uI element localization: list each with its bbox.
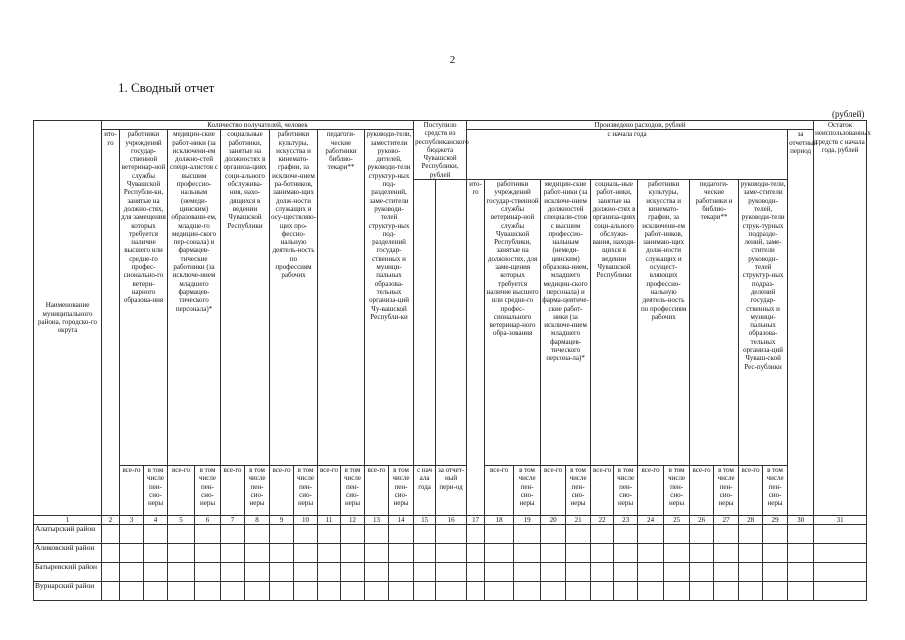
table-cell xyxy=(144,525,168,544)
table-cell xyxy=(763,525,788,544)
table-cell xyxy=(270,525,294,544)
units-label: (рублей) xyxy=(832,109,865,119)
table-cell xyxy=(102,544,120,563)
table-row xyxy=(34,544,867,563)
sub-all: все-го xyxy=(318,466,341,516)
table-cell xyxy=(168,525,195,544)
table-cell xyxy=(541,544,566,563)
table-cell xyxy=(467,544,485,563)
table-cell xyxy=(195,544,221,563)
sub-since-start: с нач ала года xyxy=(414,466,436,516)
table-cell xyxy=(614,582,638,601)
table-cell xyxy=(690,582,714,601)
table-cell xyxy=(341,525,365,544)
table-cell xyxy=(436,563,467,582)
table-cell xyxy=(414,563,436,582)
column-number: 8 xyxy=(245,516,270,525)
table-cell xyxy=(414,582,436,601)
header-e-teachers: педагоги-ческие работники и библио-текари** xyxy=(690,180,739,466)
header-for-period: за отчетный период xyxy=(788,130,814,516)
column-number: 18 xyxy=(485,516,514,525)
column-number: 4 xyxy=(144,516,168,525)
row-region-name: Алатырский район xyxy=(34,525,102,544)
table-cell xyxy=(541,525,566,544)
column-number: 28 xyxy=(739,516,763,525)
sub-all: все-го xyxy=(365,466,389,516)
table-cell xyxy=(763,563,788,582)
table-cell xyxy=(102,582,120,601)
table-cell xyxy=(365,544,389,563)
sub-pension: в том числе пен-сио-неры xyxy=(714,466,739,516)
column-number: 29 xyxy=(763,516,788,525)
table-cell xyxy=(414,525,436,544)
sub-pension: в том числе пен-сио-неры xyxy=(389,466,414,516)
sub-pension: в том числе пен-сио-неры xyxy=(144,466,168,516)
table-cell xyxy=(318,582,341,601)
table-cell xyxy=(120,582,144,601)
table-cell xyxy=(294,525,318,544)
table-cell xyxy=(638,563,664,582)
table-cell xyxy=(814,563,867,582)
header-received-since xyxy=(414,180,436,466)
sub-all: все-го xyxy=(221,466,245,516)
column-number: 26 xyxy=(690,516,714,525)
table-cell xyxy=(168,544,195,563)
table-cell xyxy=(514,563,541,582)
table-cell xyxy=(389,525,414,544)
table-cell xyxy=(714,544,739,563)
column-number: 25 xyxy=(664,516,690,525)
column-number: 24 xyxy=(638,516,664,525)
table-cell xyxy=(485,525,514,544)
column-number: 10 xyxy=(294,516,318,525)
sub-all: все-го xyxy=(485,466,514,516)
header-expenses-group: Произведено расходов, рублей xyxy=(467,121,814,130)
table-cell xyxy=(664,525,690,544)
table-cell xyxy=(763,582,788,601)
column-number: 15 xyxy=(414,516,436,525)
table-cell xyxy=(541,582,566,601)
column-number: 9 xyxy=(270,516,294,525)
table-cell xyxy=(389,563,414,582)
table-cell xyxy=(341,544,365,563)
table-cell xyxy=(389,582,414,601)
table-cell xyxy=(414,544,436,563)
table-cell xyxy=(467,525,485,544)
table-cell xyxy=(814,525,867,544)
sub-pension: в том числе пен-сио-неры xyxy=(614,466,638,516)
table-cell xyxy=(566,563,591,582)
table-cell xyxy=(591,582,614,601)
table-cell xyxy=(638,582,664,601)
sub-pension: в том числе пен-сио-неры xyxy=(341,466,365,516)
column-number: 11 xyxy=(318,516,341,525)
table-cell xyxy=(566,525,591,544)
column-number: 22 xyxy=(591,516,614,525)
column-number: 3 xyxy=(120,516,144,525)
page-number: 2 xyxy=(449,54,456,66)
header-e-social: социаль-ные работ-ники, занятые на должно-стях в организа-циях соци-ального обслужи-вания, находя-щихся в ведении Чувашской Республики xyxy=(591,180,638,466)
header-region: Наименование муниципального района, городско-го округа xyxy=(34,121,102,516)
table-cell xyxy=(102,563,120,582)
table-cell xyxy=(245,525,270,544)
header-e-institutions: работники учреждений государ-ственной службы ветеринар-ной службы Чувашской Республики, занятые на должностях, для заме-щения которых требуется наличие высшего или средне-го профес-сионального ветеринар-ного обра-зования xyxy=(485,180,541,466)
header-received-period xyxy=(436,180,467,466)
header-row-1 xyxy=(34,121,867,130)
table-row xyxy=(34,563,867,582)
table-cell xyxy=(270,563,294,582)
sub-pension: в том числе пен-сио-неры xyxy=(763,466,788,516)
table-cell xyxy=(120,525,144,544)
sub-pension: в том числе пен-сио-неры xyxy=(664,466,690,516)
table-cell xyxy=(221,544,245,563)
table-cell xyxy=(714,563,739,582)
table-cell xyxy=(614,525,638,544)
table-cell xyxy=(664,563,690,582)
table-cell xyxy=(485,582,514,601)
table-cell xyxy=(144,563,168,582)
table-cell xyxy=(614,563,638,582)
table-cell xyxy=(318,563,341,582)
table-cell xyxy=(195,563,221,582)
table-cell xyxy=(788,563,814,582)
header-e-culture: работники культуры, искусства и кинемато-графии, за исключени-ем работ-ников, занимаю-щих долж-ности служащих и осущест-вляющих профессио-нальную деятель-ность по профессиям рабочих xyxy=(638,180,690,466)
column-number: 2 xyxy=(102,516,120,525)
header-balance: Остаток неиспользованных средств с начала года, рублей xyxy=(814,121,867,516)
table-cell xyxy=(788,582,814,601)
header-e-heads: руководи-тели, заме-стители руководи-телей, руководи-тели струк-турных подразде-лений, заме-стители руководи-телей структур-ных подраз-делений государ-ственных и муници-пальных образова-тельных организа-ций Чуваш-ской Рес-публики xyxy=(739,180,788,466)
header-since-year: с начала года xyxy=(467,130,788,180)
table-cell xyxy=(614,544,638,563)
table-cell xyxy=(294,582,318,601)
table-cell xyxy=(739,582,763,601)
column-number: 14 xyxy=(389,516,414,525)
table-cell xyxy=(436,544,467,563)
sub-all: все-го xyxy=(120,466,144,516)
sub-pension: в том числе пен-сио-неры xyxy=(514,466,541,516)
column-number: 6 xyxy=(195,516,221,525)
table-cell xyxy=(714,582,739,601)
table-cell xyxy=(690,525,714,544)
table-cell xyxy=(541,563,566,582)
table-cell xyxy=(365,582,389,601)
page-title: 1. Сводный отчет xyxy=(118,80,215,95)
sub-all: все-го xyxy=(541,466,566,516)
summary-report-table xyxy=(33,120,871,601)
table-cell xyxy=(591,544,614,563)
column-numbers-row xyxy=(34,516,867,525)
column-number: 20 xyxy=(541,516,566,525)
table-cell xyxy=(714,525,739,544)
column-number: 27 xyxy=(714,516,739,525)
column-number: 1 xyxy=(34,516,102,525)
column-number: 5 xyxy=(168,516,195,525)
table-cell xyxy=(739,525,763,544)
table-cell xyxy=(664,582,690,601)
table-cell xyxy=(467,563,485,582)
table-cell xyxy=(739,544,763,563)
column-number: 31 xyxy=(814,516,867,525)
table-cell xyxy=(566,582,591,601)
table-cell xyxy=(294,544,318,563)
header-row-4 xyxy=(34,466,867,516)
table-cell xyxy=(788,544,814,563)
header-recipients-total: ито-го xyxy=(102,130,120,516)
row-region-name: Аликовский район xyxy=(34,544,102,563)
column-number: 12 xyxy=(341,516,365,525)
table-cell xyxy=(270,544,294,563)
table-cell xyxy=(318,544,341,563)
table-cell xyxy=(638,544,664,563)
table-cell xyxy=(566,544,591,563)
table-cell xyxy=(245,544,270,563)
header-r-medical: медицин-ские работ-ники (за исключени-ем должно-стей специ-алистов с высшим профессио-нальным (немеди-цинским) образовани-ем, младше-го медицин-ского пер-сонала) и фармацев-тические работники (за исключе-нием младшего фармацев-тического персонала)* xyxy=(168,130,221,466)
table-cell xyxy=(195,525,221,544)
sub-pension: в том числе пен-сио-неры xyxy=(245,466,270,516)
table-cell xyxy=(168,563,195,582)
header-e-medical: медицин-ские работ-ники (за исключе-нием должностей специали-стов с высшим профессио-нальным (немеди-цинским) образова-нием, младшего медицин-ского персонала) и фарма-цевтиче-ские работ-ники (за исключе-нием младшего фармацев-тического персона-ла)* xyxy=(541,180,591,466)
table-cell xyxy=(120,563,144,582)
header-expenses-total: ито-го xyxy=(467,180,485,516)
table-cell xyxy=(436,525,467,544)
table-cell xyxy=(168,582,195,601)
table-cell xyxy=(436,582,467,601)
header-r-heads: руководи-тели, заместители руково-дителей, руководи-тели структур-ных под-разделений, заме-стители руководи-телей структур-ных под-разделений государ-ственных и муници-пальных образова-тельных организа-ций Чу-вашской Республи-ки xyxy=(365,130,414,466)
table-cell xyxy=(195,582,221,601)
table-cell xyxy=(514,582,541,601)
sub-all: все-го xyxy=(168,466,195,516)
table-cell xyxy=(814,582,867,601)
column-number: 19 xyxy=(514,516,541,525)
table-cell xyxy=(638,525,664,544)
table-cell xyxy=(763,544,788,563)
table-cell xyxy=(341,582,365,601)
column-number: 7 xyxy=(221,516,245,525)
table-cell xyxy=(485,563,514,582)
table-row xyxy=(34,582,867,601)
table-cell xyxy=(690,563,714,582)
table-cell xyxy=(102,525,120,544)
table-cell xyxy=(120,544,144,563)
column-number: 23 xyxy=(614,516,638,525)
table-cell xyxy=(514,525,541,544)
sub-pension: в том числе пен-сио-неры xyxy=(195,466,221,516)
header-recipients-group: Количество получателей, человек xyxy=(102,121,414,130)
column-number: 30 xyxy=(788,516,814,525)
header-r-social: социальные работники, занятые на должностях в организа-циях соци-ального обслужива-ния, нахо-дящихся в ведении Чувашской Республики xyxy=(221,130,270,466)
sub-all: все-го xyxy=(270,466,294,516)
sub-all: все-го xyxy=(690,466,714,516)
table-cell xyxy=(365,563,389,582)
table-cell xyxy=(788,525,814,544)
table-cell xyxy=(221,525,245,544)
sub-for-period: за отчет-ный пери-од xyxy=(436,466,467,516)
row-region-name: Батыревский район xyxy=(34,563,102,582)
table-cell xyxy=(341,563,365,582)
table-cell xyxy=(739,563,763,582)
column-number: 21 xyxy=(566,516,591,525)
table-cell xyxy=(245,563,270,582)
header-received-group: Поступило средств из республиканского бюджета Чувашской Республики, рублей xyxy=(415,121,469,179)
table-cell xyxy=(514,544,541,563)
header-r-teachers: педагоги-ческие работники библио-текари** xyxy=(318,130,365,466)
sub-all: все-го xyxy=(739,466,763,516)
column-number: 16 xyxy=(436,516,467,525)
table-cell xyxy=(814,544,867,563)
table-cell xyxy=(485,544,514,563)
sub-pension: в том числе пен-сио-неры xyxy=(294,466,318,516)
table-cell xyxy=(144,544,168,563)
table-cell xyxy=(365,525,389,544)
table-cell xyxy=(664,544,690,563)
table-cell xyxy=(221,582,245,601)
table-cell xyxy=(389,544,414,563)
sub-all: все-го xyxy=(591,466,614,516)
table-cell xyxy=(270,582,294,601)
header-r-culture: работники культуры, искусства и кинемато-графии, за исключе-нием ра-ботников, занимаю-щих долж-ности служащих и осу-ществляю-щих про-фессио-нальную деятель-ность по профессиям рабочих xyxy=(270,130,318,466)
table-cell xyxy=(690,544,714,563)
table-cell xyxy=(591,563,614,582)
column-number: 17 xyxy=(467,516,485,525)
row-region-name: Вурнарский район xyxy=(34,582,102,601)
table-cell xyxy=(318,525,341,544)
table-cell xyxy=(221,563,245,582)
table-cell xyxy=(144,582,168,601)
column-number: 13 xyxy=(365,516,389,525)
table-cell xyxy=(245,582,270,601)
header-r-institutions: работники учреждений государ-ственной ветеринар-ной службы Чувашской Республи-ки, занятые на должно-стях, для замещения которых требуется наличие высшего или средне-го профес-сионально-го ветери-нарного образова-ния xyxy=(120,130,168,466)
table-cell xyxy=(467,582,485,601)
table-cell xyxy=(591,525,614,544)
sub-all: все-го xyxy=(638,466,664,516)
table-cell xyxy=(294,563,318,582)
sub-pension: в том числе пен-сио-неры xyxy=(566,466,591,516)
table-row xyxy=(34,525,867,544)
